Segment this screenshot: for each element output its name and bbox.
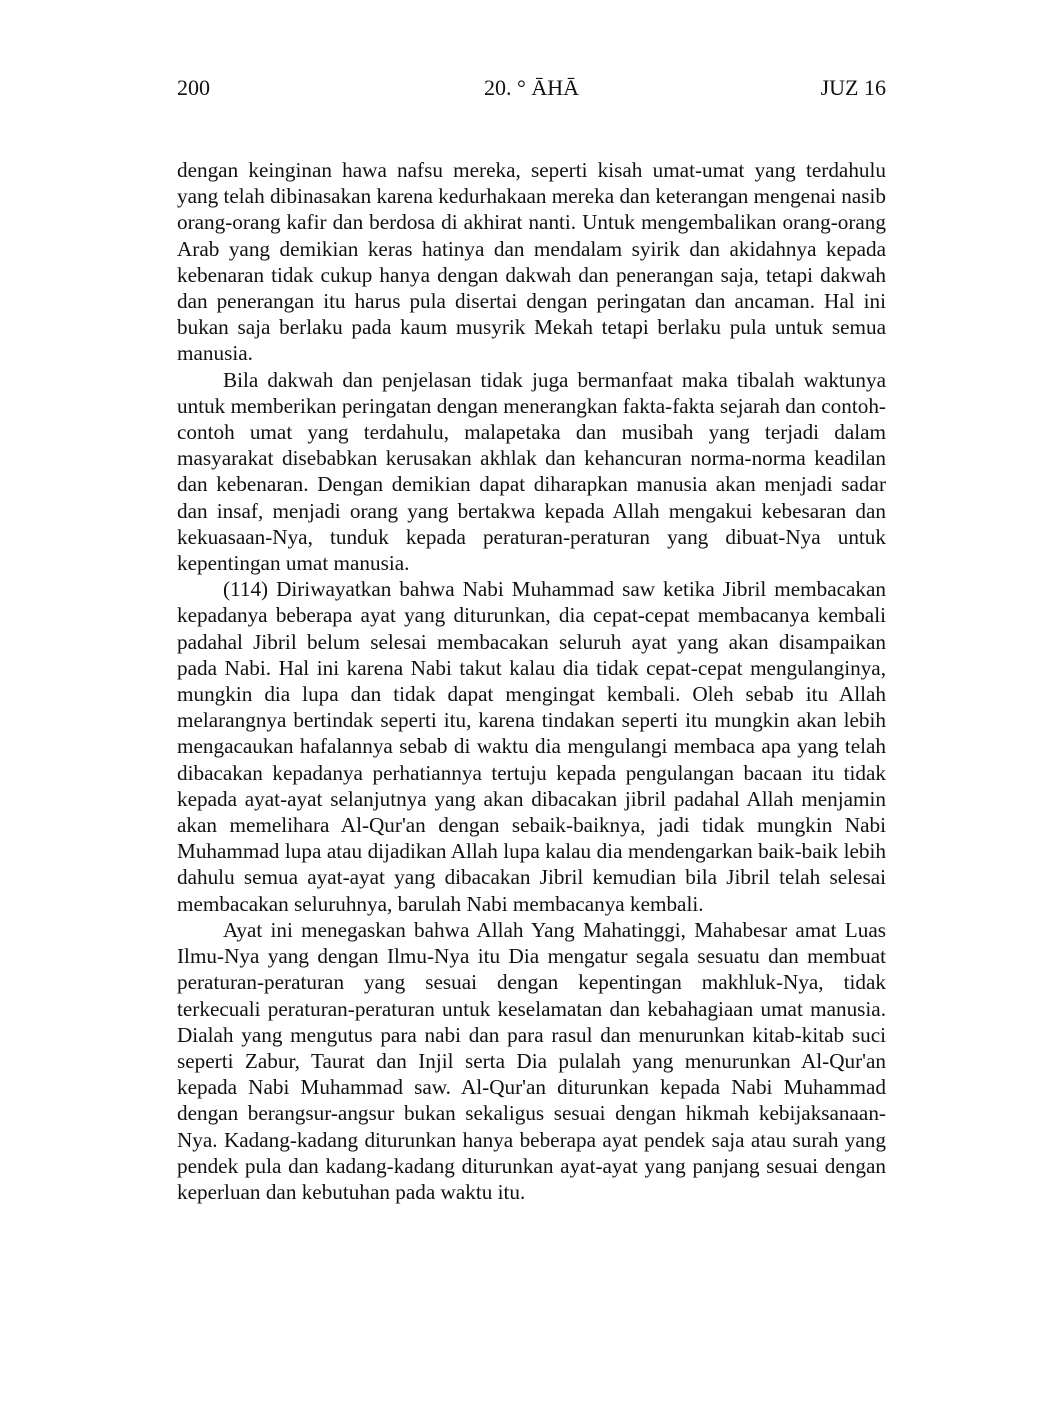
paragraph: dengan keinginan hawa nafsu mereka, seperti kisah umat-umat yang terdahulu yang telah dibinasakan karena kedurhakaan mereka dan keterangan mengenai nasib orang-orang kafir dan berdosa di akhirat nanti. Untuk mengembalikan orang-orang Arab yang demikian keras hatinya dan mendalam syirik dan akidahnya kepada kebenaran tidak cukup hanya dengan dakwah dan penerangan saja, tetapi dakwah dan penerangan itu harus pula disertai dengan peringatan dan ancaman. Hal ini bukan saja berlaku pada kaum musyrik Mekah tetapi berlaku pula untuk semua manusia.: [177, 158, 886, 366]
surah-title: 20. ° ĀHĀ: [484, 75, 579, 100]
paragraph: Bila dakwah dan penjelasan tidak juga bermanfaat maka tibalah waktunya untuk memberikan peringatan dengan menerangkan fakta-fakta sejarah dan contoh-contoh umat yang terdahulu, malapetaka dan musibah yang terjadi dalam masyarakat disebabkan kerusakan akhlak dan kehancuran norma-norma keadilan dan kebenaran. Dengan demikian dapat diharapkan manusia akan menjadi sadar dan insaf, menjadi orang yang bertakwa kepada Allah mengakui kebesaran dan kekuasaan-Nya, tunduk kepada peraturan-peraturan yang dibuat-Nya untuk kepentingan umat manusia.: [177, 367, 886, 576]
paragraph: Ayat ini menegaskan bahwa Allah Yang Mahatinggi, Mahabesar amat Luas Ilmu-Nya yang dengan Ilmu-Nya itu Dia mengatur segala sesuatu dan membuat peraturan-peraturan yang sesuai dengan kepentingan makhluk-Nya, tidak terkecuali peraturan-peraturan untuk keselamatan dan kebahagiaan umat manusia. Dialah yang mengutus para nabi dan para rasul dan menurunkan kitab-kitab suci seperti Zabur, Taurat dan Injil serta Dia pulalah yang menurunkan Al-Qur'an kepada Nabi Muhammad saw. Al-Qur'an diturunkan kepada Nabi Muhammad dengan berangsur-angsur bukan sekaligus sesuai dengan hikmah kebijaksanaan-Nya. Kadang-kadang diturunkan hanya beberapa ayat pendek saja atau surah yang pendek pula dan kadang-kadang diturunkan ayat-ayat yang panjang sesuai dengan keperluan dan kebutuhan pada waktu itu.: [177, 917, 886, 1204]
juz-label: JUZ 16: [820, 75, 886, 100]
body-text: [177, 157, 886, 1205]
paragraph: (114) Diriwayatkan bahwa Nabi Muhammad saw ketika Jibril membacakan kepadanya beberapa ayat yang diturunkan, dia cepat-cepat membacanya kembali padahal Jibril belum selesai membacakan seluruh ayat yang akan disampaikan pada Nabi. Hal ini karena Nabi takut kalau dia tidak cepat-cepat mengulanginya, mungkin dia lupa dan tidak dapat mengingat kembali. Oleh sebab itu Allah melarangnya bertindak seperti itu, karena tindakan seperti itu mungkin akan lebih mengacaukan hafalannya sebab di waktu dia mengulangi membaca apa yang telah dibacakan kepadanya perhatiannya tertuju kepada pengulangan bacaan itu tidak kepada ayat-ayat selanjutnya yang akan dibacakan jibril padahal Allah menjamin akan memelihara Al-Qur'an dengan sebaik-baiknya, jadi tidak mungkin Nabi Muhammad lupa atau dijadikan Allah lupa kalau dia mendengarkan baik-baik lebih dahulu semua ayat-ayat yang dibacakan Jibril kemudian bila Jibril telah selesai membacakan seluruhnya, barulah Nabi membacanya kembali.: [177, 577, 886, 916]
page-number: 200: [177, 75, 210, 100]
running-header: [177, 72, 886, 104]
